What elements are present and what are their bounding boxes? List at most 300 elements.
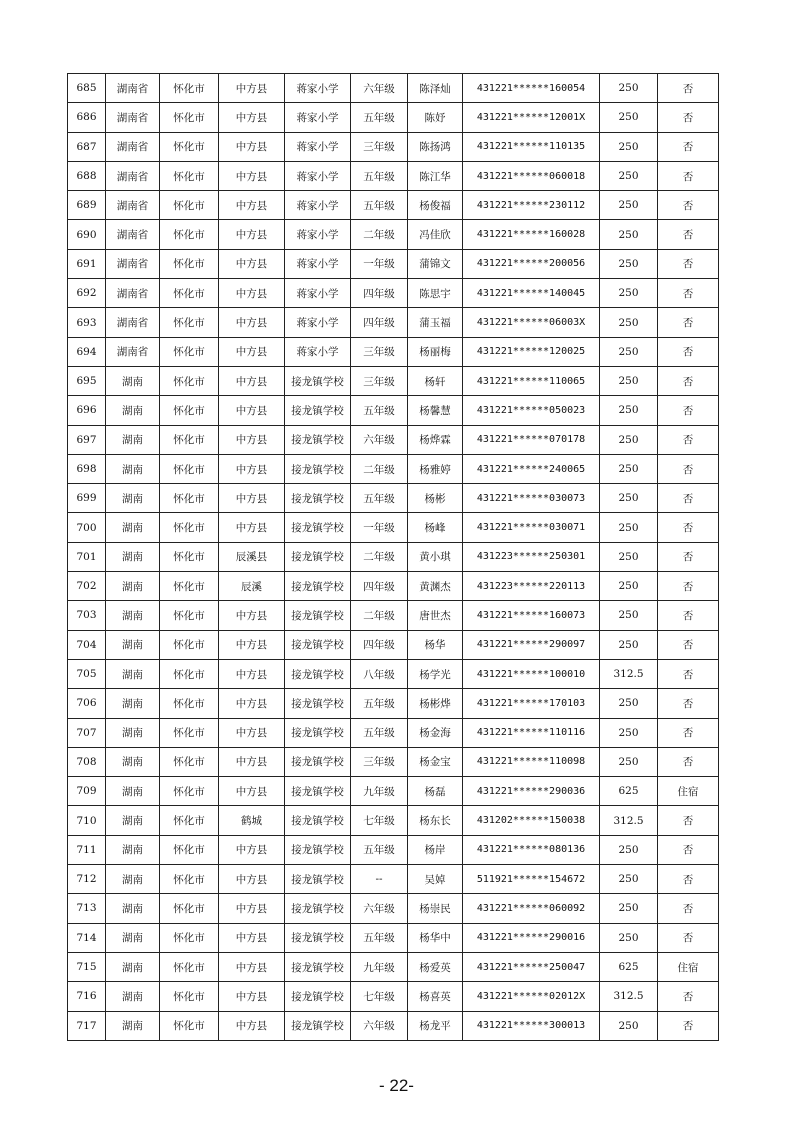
amount-cell: 250	[600, 161, 658, 190]
table-row	[68, 425, 719, 454]
amount-cell: 625	[600, 777, 658, 806]
county-cell: 中方县	[219, 484, 285, 513]
boarding-cell: 否	[658, 835, 719, 864]
school-cell: 蒋家小学	[285, 74, 351, 103]
county-cell: 中方县	[219, 982, 285, 1011]
school-cell: 接龙镇学校	[285, 484, 351, 513]
student-name-cell: 杨烨霖	[408, 425, 463, 454]
row-number-cell: 717	[68, 1011, 106, 1040]
city-cell: 怀化市	[160, 366, 219, 395]
grade-cell: 八年级	[351, 659, 408, 688]
row-number-cell: 712	[68, 865, 106, 894]
county-cell: 中方县	[219, 366, 285, 395]
school-cell: 接龙镇学校	[285, 454, 351, 483]
school-cell: 接龙镇学校	[285, 366, 351, 395]
student-name-cell: 唐世杰	[408, 601, 463, 630]
amount-cell: 250	[600, 132, 658, 161]
amount-cell: 250	[600, 747, 658, 776]
county-cell: 中方县	[219, 689, 285, 718]
student-name-cell: 杨雅婷	[408, 454, 463, 483]
student-name-cell: 杨俊福	[408, 191, 463, 220]
county-cell: 鹤城	[219, 806, 285, 835]
school-cell: 蒋家小学	[285, 249, 351, 278]
city-cell: 怀化市	[160, 249, 219, 278]
table-row	[68, 630, 719, 659]
province-cell: 湖南	[106, 777, 160, 806]
student-name-cell: 杨岸	[408, 835, 463, 864]
student-name-cell: 杨轩	[408, 366, 463, 395]
school-cell: 接龙镇学校	[285, 718, 351, 747]
county-cell: 中方县	[219, 337, 285, 366]
id-number-cell: 431221******250047	[463, 952, 600, 981]
city-cell: 怀化市	[160, 572, 219, 601]
table-row	[68, 513, 719, 542]
table-row	[68, 484, 719, 513]
county-cell: 中方县	[219, 103, 285, 132]
table-row	[68, 894, 719, 923]
county-cell: 中方县	[219, 74, 285, 103]
boarding-cell: 否	[658, 161, 719, 190]
table-row	[68, 191, 719, 220]
table-row	[68, 659, 719, 688]
city-cell: 怀化市	[160, 220, 219, 249]
row-number-cell: 714	[68, 923, 106, 952]
id-number-cell: 431221******02012X	[463, 982, 600, 1011]
city-cell: 怀化市	[160, 396, 219, 425]
city-cell: 怀化市	[160, 337, 219, 366]
county-cell: 中方县	[219, 249, 285, 278]
table-row	[68, 747, 719, 776]
amount-cell: 250	[600, 220, 658, 249]
amount-cell: 250	[600, 337, 658, 366]
school-cell: 接龙镇学校	[285, 513, 351, 542]
student-name-cell: 陈扬鸿	[408, 132, 463, 161]
table-row	[68, 601, 719, 630]
school-cell: 接龙镇学校	[285, 542, 351, 571]
row-number-cell: 713	[68, 894, 106, 923]
grade-cell: 五年级	[351, 191, 408, 220]
student-name-cell: 杨华	[408, 630, 463, 659]
table-row	[68, 542, 719, 571]
boarding-cell: 否	[658, 396, 719, 425]
row-number-cell: 709	[68, 777, 106, 806]
boarding-cell: 否	[658, 865, 719, 894]
school-cell: 蒋家小学	[285, 161, 351, 190]
city-cell: 怀化市	[160, 601, 219, 630]
city-cell: 怀化市	[160, 191, 219, 220]
school-cell: 接龙镇学校	[285, 747, 351, 776]
student-name-cell: 杨馨慧	[408, 396, 463, 425]
row-number-cell: 710	[68, 806, 106, 835]
grade-cell: 七年级	[351, 806, 408, 835]
school-cell: 接龙镇学校	[285, 689, 351, 718]
amount-cell: 250	[600, 630, 658, 659]
id-number-cell: 431221******050023	[463, 396, 600, 425]
id-number-cell: 431221******030071	[463, 513, 600, 542]
amount-cell: 250	[600, 484, 658, 513]
city-cell: 怀化市	[160, 952, 219, 981]
student-name-cell: 蒲玉福	[408, 308, 463, 337]
id-number-cell: 431221******080136	[463, 835, 600, 864]
county-cell: 中方县	[219, 718, 285, 747]
boarding-cell: 否	[658, 103, 719, 132]
amount-cell: 250	[600, 542, 658, 571]
school-cell: 接龙镇学校	[285, 1011, 351, 1040]
grade-cell: 六年级	[351, 1011, 408, 1040]
boarding-cell: 否	[658, 689, 719, 718]
amount-cell: 250	[600, 689, 658, 718]
city-cell: 怀化市	[160, 542, 219, 571]
school-cell: 接龙镇学校	[285, 572, 351, 601]
student-name-cell: 陈泽灿	[408, 74, 463, 103]
boarding-cell: 否	[658, 894, 719, 923]
county-cell: 中方县	[219, 454, 285, 483]
grade-cell: 五年级	[351, 835, 408, 864]
table-row	[68, 982, 719, 1011]
amount-cell: 250	[600, 513, 658, 542]
table-row	[68, 249, 719, 278]
amount-cell: 250	[600, 74, 658, 103]
id-number-cell: 431221******160073	[463, 601, 600, 630]
province-cell: 湖南	[106, 894, 160, 923]
page-number: - 22-	[379, 1076, 414, 1095]
city-cell: 怀化市	[160, 425, 219, 454]
county-cell: 中方县	[219, 191, 285, 220]
province-cell: 湖南	[106, 806, 160, 835]
province-cell: 湖南省	[106, 279, 160, 308]
row-number-cell: 687	[68, 132, 106, 161]
city-cell: 怀化市	[160, 806, 219, 835]
row-number-cell: 690	[68, 220, 106, 249]
county-cell: 中方县	[219, 923, 285, 952]
city-cell: 怀化市	[160, 718, 219, 747]
id-number-cell: 431221******230112	[463, 191, 600, 220]
row-number-cell: 700	[68, 513, 106, 542]
boarding-cell: 否	[658, 308, 719, 337]
amount-cell: 250	[600, 103, 658, 132]
grade-cell: 一年级	[351, 513, 408, 542]
city-cell: 怀化市	[160, 894, 219, 923]
province-cell: 湖南	[106, 572, 160, 601]
id-number-cell: 431221******060092	[463, 894, 600, 923]
amount-cell: 250	[600, 865, 658, 894]
province-cell: 湖南	[106, 982, 160, 1011]
id-number-cell: 431221******160028	[463, 220, 600, 249]
grade-cell: 四年级	[351, 279, 408, 308]
grade-cell: 五年级	[351, 689, 408, 718]
grade-cell: 五年级	[351, 396, 408, 425]
id-number-cell: 431221******200056	[463, 249, 600, 278]
row-number-cell: 702	[68, 572, 106, 601]
table-row	[68, 132, 719, 161]
student-name-cell: 杨金宝	[408, 747, 463, 776]
student-name-cell: 杨崇民	[408, 894, 463, 923]
county-cell: 辰溪县	[219, 542, 285, 571]
table-row	[68, 103, 719, 132]
amount-cell: 250	[600, 454, 658, 483]
amount-cell: 250	[600, 308, 658, 337]
student-name-cell: 杨彬	[408, 484, 463, 513]
school-cell: 接龙镇学校	[285, 630, 351, 659]
city-cell: 怀化市	[160, 747, 219, 776]
province-cell: 湖南	[106, 513, 160, 542]
county-cell: 中方县	[219, 132, 285, 161]
table-row	[68, 308, 719, 337]
county-cell: 中方县	[219, 161, 285, 190]
boarding-cell: 否	[658, 74, 719, 103]
row-number-cell: 697	[68, 425, 106, 454]
id-number-cell: 431221******110116	[463, 718, 600, 747]
id-number-cell: 431221******160054	[463, 74, 600, 103]
row-number-cell: 695	[68, 366, 106, 395]
city-cell: 怀化市	[160, 982, 219, 1011]
table-row	[68, 777, 719, 806]
school-cell: 蒋家小学	[285, 308, 351, 337]
grade-cell: 四年级	[351, 630, 408, 659]
student-name-cell: 陈思宇	[408, 279, 463, 308]
boarding-cell: 否	[658, 923, 719, 952]
student-name-cell: 杨喜英	[408, 982, 463, 1011]
school-cell: 接龙镇学校	[285, 425, 351, 454]
county-cell: 中方县	[219, 865, 285, 894]
boarding-cell: 否	[658, 1011, 719, 1040]
school-cell: 接龙镇学校	[285, 777, 351, 806]
province-cell: 湖南省	[106, 74, 160, 103]
province-cell: 湖南	[106, 601, 160, 630]
province-cell: 湖南	[106, 747, 160, 776]
province-cell: 湖南	[106, 835, 160, 864]
province-cell: 湖南	[106, 396, 160, 425]
city-cell: 怀化市	[160, 630, 219, 659]
table-row	[68, 279, 719, 308]
city-cell: 怀化市	[160, 279, 219, 308]
county-cell: 辰溪	[219, 572, 285, 601]
row-number-cell: 701	[68, 542, 106, 571]
row-number-cell: 699	[68, 484, 106, 513]
table-row	[68, 454, 719, 483]
student-name-cell: 黄渊杰	[408, 572, 463, 601]
table-row	[68, 396, 719, 425]
grade-cell: 三年级	[351, 337, 408, 366]
amount-cell: 250	[600, 425, 658, 454]
city-cell: 怀化市	[160, 308, 219, 337]
id-number-cell: 431221******240065	[463, 454, 600, 483]
province-cell: 湖南	[106, 659, 160, 688]
student-name-cell: 陈妤	[408, 103, 463, 132]
row-number-cell: 694	[68, 337, 106, 366]
row-number-cell: 688	[68, 161, 106, 190]
county-cell: 中方县	[219, 1011, 285, 1040]
county-cell: 中方县	[219, 396, 285, 425]
boarding-cell: 否	[658, 484, 719, 513]
student-name-cell: 杨华中	[408, 923, 463, 952]
boarding-cell: 否	[658, 542, 719, 571]
student-name-cell: 杨彬烨	[408, 689, 463, 718]
grade-cell: 六年级	[351, 425, 408, 454]
city-cell: 怀化市	[160, 161, 219, 190]
amount-cell: 250	[600, 835, 658, 864]
row-number-cell: 689	[68, 191, 106, 220]
amount-cell: 312.5	[600, 982, 658, 1011]
amount-cell: 312.5	[600, 806, 658, 835]
province-cell: 湖南	[106, 923, 160, 952]
amount-cell: 250	[600, 366, 658, 395]
id-number-cell: 431221******110135	[463, 132, 600, 161]
province-cell: 湖南	[106, 630, 160, 659]
county-cell: 中方县	[219, 747, 285, 776]
table-row	[68, 1011, 719, 1040]
row-number-cell: 711	[68, 835, 106, 864]
grade-cell: 三年级	[351, 747, 408, 776]
grade-cell: 二年级	[351, 601, 408, 630]
id-number-cell: 431221******070178	[463, 425, 600, 454]
amount-cell: 250	[600, 923, 658, 952]
row-number-cell: 705	[68, 659, 106, 688]
table-body	[68, 74, 719, 1041]
school-cell: 接龙镇学校	[285, 952, 351, 981]
school-cell: 蒋家小学	[285, 132, 351, 161]
county-cell: 中方县	[219, 425, 285, 454]
city-cell: 怀化市	[160, 923, 219, 952]
id-number-cell: 431221******140045	[463, 279, 600, 308]
table-row	[68, 806, 719, 835]
province-cell: 湖南	[106, 484, 160, 513]
boarding-cell: 否	[658, 806, 719, 835]
id-number-cell: 431221******12001X	[463, 103, 600, 132]
city-cell: 怀化市	[160, 74, 219, 103]
school-cell: 接龙镇学校	[285, 894, 351, 923]
city-cell: 怀化市	[160, 777, 219, 806]
boarding-cell: 否	[658, 454, 719, 483]
amount-cell: 250	[600, 572, 658, 601]
school-cell: 接龙镇学校	[285, 923, 351, 952]
grade-cell: 三年级	[351, 132, 408, 161]
province-cell: 湖南省	[106, 308, 160, 337]
school-cell: 蒋家小学	[285, 191, 351, 220]
boarding-cell: 否	[658, 982, 719, 1011]
boarding-cell: 否	[658, 425, 719, 454]
school-cell: 接龙镇学校	[285, 601, 351, 630]
table-row	[68, 161, 719, 190]
county-cell: 中方县	[219, 659, 285, 688]
province-cell: 湖南	[106, 366, 160, 395]
boarding-cell: 否	[658, 249, 719, 278]
row-number-cell: 715	[68, 952, 106, 981]
city-cell: 怀化市	[160, 689, 219, 718]
student-name-cell: 杨峰	[408, 513, 463, 542]
city-cell: 怀化市	[160, 513, 219, 542]
county-cell: 中方县	[219, 279, 285, 308]
school-cell: 接龙镇学校	[285, 982, 351, 1011]
row-number-cell: 696	[68, 396, 106, 425]
id-number-cell: 431221******290016	[463, 923, 600, 952]
city-cell: 怀化市	[160, 132, 219, 161]
id-number-cell: 431221******06003X	[463, 308, 600, 337]
grade-cell: 五年级	[351, 103, 408, 132]
id-number-cell: 431221******290036	[463, 777, 600, 806]
boarding-cell: 否	[658, 337, 719, 366]
table-row	[68, 572, 719, 601]
id-number-cell: 431221******100010	[463, 659, 600, 688]
row-number-cell: 704	[68, 630, 106, 659]
county-cell: 中方县	[219, 894, 285, 923]
school-cell: 接龙镇学校	[285, 835, 351, 864]
boarding-cell: 否	[658, 132, 719, 161]
boarding-cell: 否	[658, 572, 719, 601]
county-cell: 中方县	[219, 220, 285, 249]
amount-cell: 250	[600, 191, 658, 220]
student-name-cell: 杨东长	[408, 806, 463, 835]
row-number-cell: 706	[68, 689, 106, 718]
id-number-cell: 431221******030073	[463, 484, 600, 513]
grade-cell: 七年级	[351, 982, 408, 1011]
student-name-cell: 杨爱英	[408, 952, 463, 981]
id-number-cell: 431221******060018	[463, 161, 600, 190]
table-row	[68, 689, 719, 718]
boarding-cell: 否	[658, 191, 719, 220]
school-cell: 接龙镇学校	[285, 806, 351, 835]
province-cell: 湖南省	[106, 191, 160, 220]
student-name-cell: 杨丽梅	[408, 337, 463, 366]
city-cell: 怀化市	[160, 484, 219, 513]
row-number-cell: 693	[68, 308, 106, 337]
city-cell: 怀化市	[160, 659, 219, 688]
grade-cell: 五年级	[351, 923, 408, 952]
id-number-cell: 431223******220113	[463, 572, 600, 601]
student-name-cell: 黄小琪	[408, 542, 463, 571]
grade-cell: 四年级	[351, 572, 408, 601]
school-cell: 蒋家小学	[285, 337, 351, 366]
grade-cell: 一年级	[351, 249, 408, 278]
school-cell: 接龙镇学校	[285, 659, 351, 688]
id-number-cell: 431221******120025	[463, 337, 600, 366]
grade-cell: 三年级	[351, 366, 408, 395]
amount-cell: 250	[600, 601, 658, 630]
id-number-cell: 431221******300013	[463, 1011, 600, 1040]
grade-cell: 二年级	[351, 454, 408, 483]
province-cell: 湖南	[106, 952, 160, 981]
grade-cell: 五年级	[351, 484, 408, 513]
boarding-cell: 否	[658, 513, 719, 542]
province-cell: 湖南	[106, 689, 160, 718]
amount-cell: 250	[600, 718, 658, 747]
province-cell: 湖南	[106, 542, 160, 571]
student-name-cell: 杨磊	[408, 777, 463, 806]
id-number-cell: 431221******170103	[463, 689, 600, 718]
grade-cell: 二年级	[351, 542, 408, 571]
province-cell: 湖南省	[106, 103, 160, 132]
student-name-cell: 杨龙平	[408, 1011, 463, 1040]
id-number-cell: 431221******110065	[463, 366, 600, 395]
amount-cell: 312.5	[600, 659, 658, 688]
row-number-cell: 692	[68, 279, 106, 308]
county-cell: 中方县	[219, 601, 285, 630]
city-cell: 怀化市	[160, 865, 219, 894]
student-name-cell: 蒲锦文	[408, 249, 463, 278]
boarding-cell: 否	[658, 718, 719, 747]
grade-cell: 四年级	[351, 308, 408, 337]
table-row	[68, 865, 719, 894]
province-cell: 湖南省	[106, 161, 160, 190]
row-number-cell: 685	[68, 74, 106, 103]
id-number-cell: 431221******110098	[463, 747, 600, 776]
city-cell: 怀化市	[160, 454, 219, 483]
table-row	[68, 220, 719, 249]
row-number-cell: 691	[68, 249, 106, 278]
row-number-cell: 716	[68, 982, 106, 1011]
school-cell: 蒋家小学	[285, 103, 351, 132]
grade-cell: 五年级	[351, 718, 408, 747]
